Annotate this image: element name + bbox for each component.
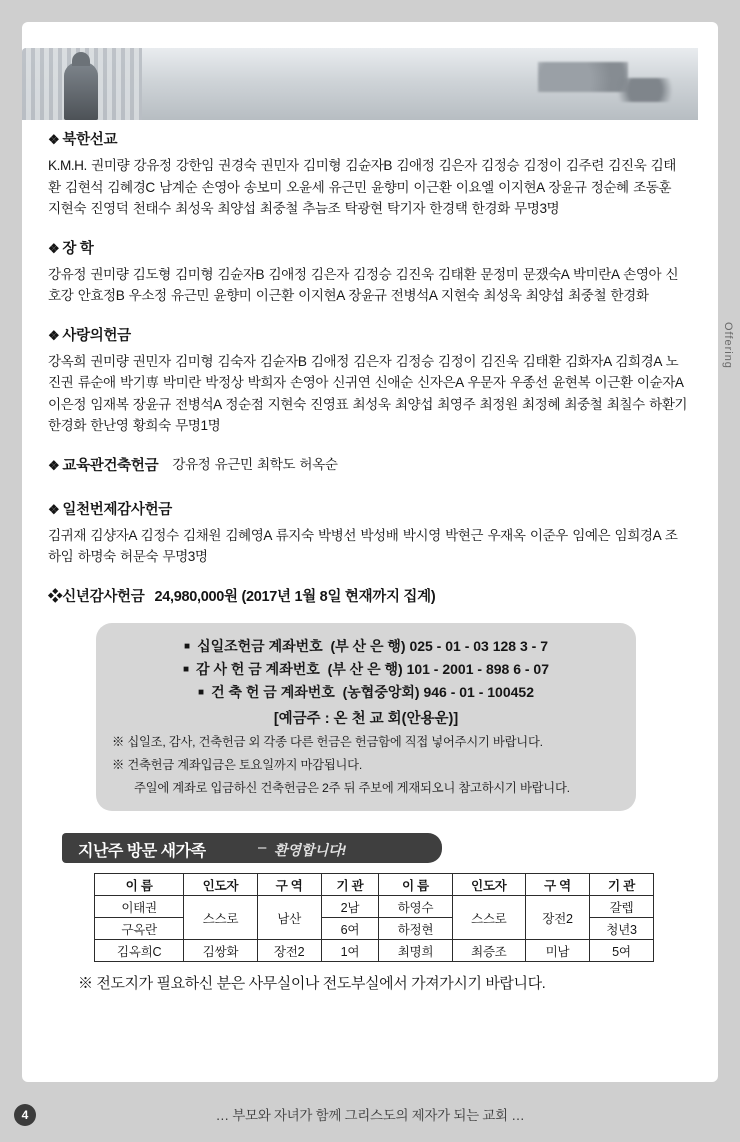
visitors-dash: – bbox=[258, 838, 267, 856]
church-tower-image bbox=[64, 62, 98, 120]
cell-name: 구옥란 bbox=[95, 917, 184, 939]
section-names: 강유정 유근민 최학도 허옥순 bbox=[172, 456, 338, 472]
section-love-offering bbox=[48, 324, 696, 437]
new-year-offering-line: ❖신년감사헌금 24,980,000원 (2017년 1월 8일 현재까지 집계) bbox=[48, 588, 436, 605]
account-info-box bbox=[96, 623, 636, 811]
section-title: ❖ 일천번제감사헌금 bbox=[48, 501, 173, 518]
cell-group: 2남 bbox=[321, 895, 379, 917]
section-thousand-day-offering bbox=[48, 498, 696, 568]
cell-group: 갈렙 bbox=[589, 895, 653, 917]
column-header: 이 름 bbox=[379, 873, 452, 895]
square-bullet-icon: ■ bbox=[182, 663, 190, 675]
diamond-icon: ❖ bbox=[48, 588, 63, 605]
account-note: ※ 십일조, 감사, 건축헌금 외 각종 다른 헌금은 헌금함에 직접 넣어주시기 바랍니다. bbox=[112, 734, 543, 749]
cell-name: 하영수 bbox=[379, 895, 452, 917]
account-note: 주일에 계좌로 입금하신 건축헌금은 2주 뒤 주보에 게재되오니 참고하시기 바랍니다. bbox=[134, 780, 570, 795]
cell-district: 미남 bbox=[525, 939, 589, 961]
account-note: ※ 건축헌금 계좌입금은 토요일까지 마감됩니다. bbox=[112, 757, 363, 772]
section-education-building-offering bbox=[48, 454, 696, 481]
section-names: 강유정 권미량 김도형 김미형 김슌자B 김애정 김은자 김정승 김진욱 김태환 문정미 문쟀숙A 박미란A 손영아 신호강 안효정B 우소정 유근민 윤향미 이근환 이지현A 장윤규 전병석A 지현숙 최성욱 최양섭 최중철 한경화 bbox=[48, 266, 679, 303]
evangelism-note: ※ 전도지가 필요하신 분은 사무실이나 전도부실에서 가져가시기 바랍니다. bbox=[78, 974, 546, 992]
square-bullet-icon: ■ bbox=[198, 686, 205, 698]
cell-group: 1여 bbox=[321, 939, 379, 961]
cell-district: 장전2 bbox=[257, 939, 321, 961]
section-names: 김귀재 김샹자A 김정수 김채원 김혜영A 류지숙 박병선 박성배 박시영 박현근 우재옥 이준우 임예은 임희경A 조하임 하명숙 허문숙 무명3명 bbox=[48, 527, 678, 564]
column-header: 이 름 bbox=[95, 873, 184, 895]
section-scholarship bbox=[48, 237, 696, 307]
diamond-icon: ❖ bbox=[48, 457, 60, 473]
column-header: 구 역 bbox=[525, 873, 589, 895]
side-tab-label: Offering bbox=[722, 321, 734, 369]
cell-guide: 최증조 bbox=[452, 939, 525, 961]
cell-guide: 스스로 bbox=[184, 895, 257, 939]
diamond-icon: ❖ bbox=[48, 327, 60, 343]
visitors-header-bar bbox=[62, 833, 442, 863]
account-row: ■ 건 축 헌 금 계좌번호 (농협중앙회) 946 - 01 - 100452 bbox=[198, 683, 534, 700]
diamond-icon: ❖ bbox=[48, 501, 60, 517]
cloud-image bbox=[610, 78, 680, 102]
column-header: 인도자 bbox=[452, 873, 525, 895]
section-names: 강옥희 권미량 권민자 김미형 김숙자 김슌자B 김애정 김은자 김정승 김정이 김진욱 김태환 김화자A 김희경A 노진권 류순애 박기専 박미란 박정상 박희자 손영아 신귀연 신애순 신자은A 우문자 우종선 윤현복 이근환 이슌자A 이은정 임재복 장윤규 전병석A 정순점 지현숙 진영표 최성욱 최양섭 최영주 최정원 최정혜 최중철 최칠수 하환기 한경화 한난영 황희숙 무명1명 bbox=[48, 353, 688, 433]
section-title: ❖ 교육관건축헌금 bbox=[48, 457, 159, 474]
cell-group: 5여 bbox=[589, 939, 653, 961]
cell-name: 이태권 bbox=[95, 895, 184, 917]
square-bullet-icon: ■ bbox=[184, 640, 191, 652]
bulletin-content bbox=[48, 128, 696, 993]
section-north-korea-mission bbox=[48, 128, 696, 220]
cell-guide: 스스로 bbox=[452, 895, 525, 939]
column-header: 기 관 bbox=[321, 873, 379, 895]
footer-slogan: … 부모와 자녀가 함께 그리스도의 제자가 되는 교회 … bbox=[215, 1108, 525, 1123]
cell-district: 장전2 bbox=[525, 895, 589, 939]
cell-name: 김옥희C bbox=[95, 939, 184, 961]
new-year-amount: 24,980,000원 (2017년 1월 8일 현재까지 집계) bbox=[154, 588, 436, 605]
table-row bbox=[95, 895, 654, 917]
column-header: 인도자 bbox=[184, 873, 257, 895]
cell-name: 하정현 bbox=[379, 917, 452, 939]
account-holder: [예금주 : 온 천 교 회(안용운)] bbox=[273, 710, 459, 727]
account-row: ■ 십일조헌금 계좌번호 (부 산 은 행) 025 - 01 - 03 128 3 - 7 bbox=[184, 637, 548, 654]
section-title: ❖ 북한선교 bbox=[48, 132, 118, 148]
column-header: 기 관 bbox=[589, 873, 653, 895]
cell-group: 6여 bbox=[321, 917, 379, 939]
diamond-icon: ❖ bbox=[48, 240, 60, 256]
cell-guide: 김쌍화 bbox=[184, 939, 257, 961]
visitors-table bbox=[94, 873, 654, 962]
cell-group: 청년3 bbox=[589, 917, 653, 939]
section-title: ❖ 사랑의헌금 bbox=[48, 327, 131, 344]
table-header-row bbox=[95, 873, 654, 895]
section-title: ❖ 장 학 bbox=[48, 240, 94, 257]
column-header: 구 역 bbox=[257, 873, 321, 895]
visitors-title: 지난주 방문 새가족 bbox=[78, 842, 206, 860]
page-number: 4 bbox=[14, 1104, 36, 1126]
header-photo-banner bbox=[22, 48, 698, 120]
cell-name: 최명희 bbox=[379, 939, 452, 961]
section-names: K.M.H. 권미량 강유정 강한임 권경숙 권민자 김미형 김슌자B 김애정 김은자 김정승 김정이 김주련 김진욱 김태환 김현석 김혜경C 남계순 손영아 송보미 오윤세 유근민 윤향미 이근환 이요엘 이지현A 장윤규 정순혜 조동훈 지현숙 진영덕 천태수 최성욱 최양섭 최중철 추늠조 탁광현 탁기자 한경택 한경화 무명3명 bbox=[48, 158, 676, 216]
section-new-year-offering bbox=[48, 585, 696, 606]
account-row: ■ 감 사 헌 금 계좌번호 (부 산 은 행) 101 - 2001 - 898 6 - 07 bbox=[182, 660, 549, 677]
cell-district: 남산 bbox=[257, 895, 321, 939]
visitors-welcome-text: 환영합니다! bbox=[274, 841, 347, 858]
diamond-icon: ❖ bbox=[48, 132, 60, 147]
table-row bbox=[95, 939, 654, 961]
